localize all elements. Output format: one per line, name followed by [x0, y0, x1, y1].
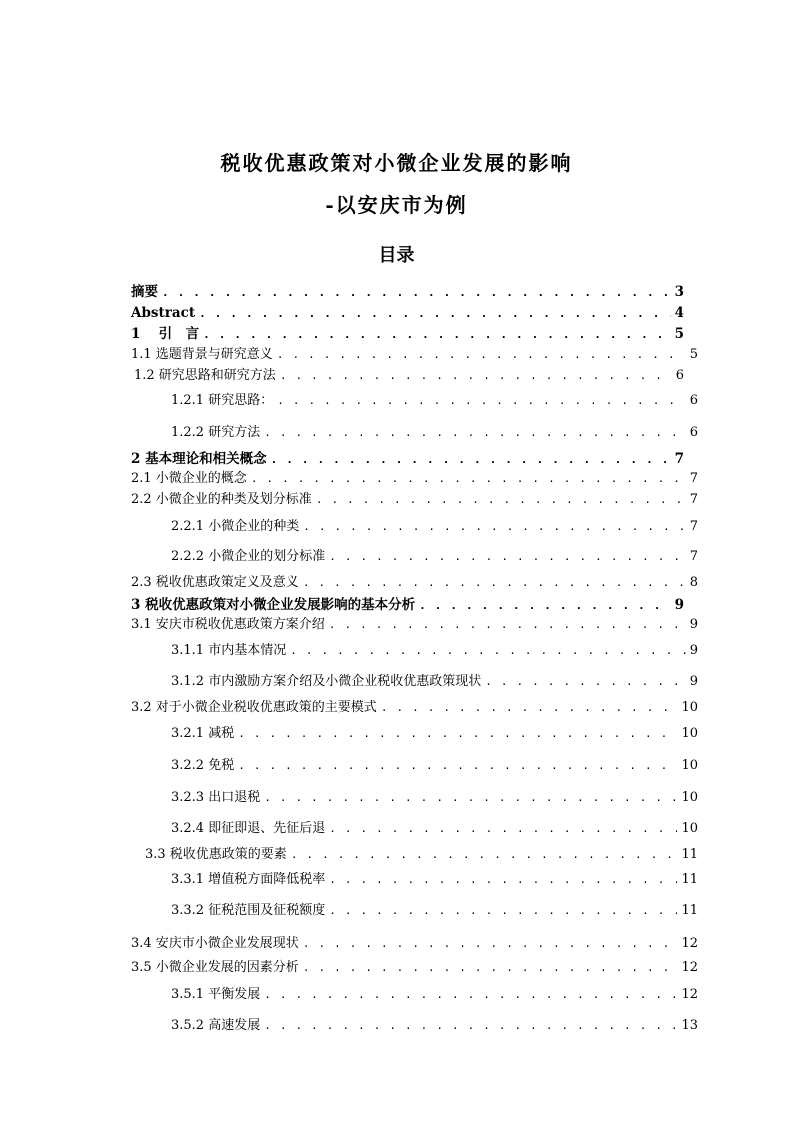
toc-entry[interactable] — [131, 451, 684, 468]
toc-heading: 目录 — [378, 245, 415, 266]
toc-entry-label: 3.1 安庆市税收优惠政策方案介绍 — [131, 617, 325, 632]
toc-entry-page: 8 — [689, 575, 698, 590]
toc-entry-label: 2.2.2 小微企业的划分标准 — [171, 549, 326, 564]
toc-entry-label: 1.2.1 研究思路： — [171, 393, 274, 408]
toc-entry[interactable] — [131, 284, 684, 301]
toc-entry[interactable] — [171, 674, 698, 690]
toc-entry-label: 3.2.3 出口退税 — [171, 790, 261, 805]
toc-entry[interactable] — [131, 936, 698, 952]
toc-entry-page: 6 — [689, 393, 698, 408]
toc-entry-label: Abstract — [131, 305, 196, 321]
toc-entry[interactable] — [131, 471, 698, 487]
dot-leader — [381, 700, 678, 716]
toc-entry-label: 3.5 小微企业发展的因素分析 — [131, 960, 299, 975]
toc-entry-label: 2.1 小微企业的概念 — [131, 471, 247, 486]
toc-entry-page: 10 — [681, 700, 698, 715]
dot-leader — [203, 327, 671, 343]
toc-entry-label: 3.2.4 即征即退、先征后退 — [171, 821, 326, 836]
toc-entry-label: 2 基本理论和相关概念 — [131, 451, 267, 467]
dot-leader — [485, 674, 686, 690]
toc-entry[interactable] — [131, 960, 698, 976]
dot-leader — [238, 726, 677, 742]
dot-leader — [162, 285, 671, 301]
toc-entry-page: 12 — [681, 960, 698, 975]
toc-entry-page: 7 — [689, 471, 698, 486]
toc-entry[interactable] — [131, 597, 684, 614]
dot-leader — [271, 452, 671, 468]
toc-entry-label: 3.1.1 市内基本情况 — [171, 643, 287, 658]
dot-leader — [419, 598, 671, 614]
dot-leader — [329, 821, 677, 837]
toc-entry-label: 2.2.1 小微企业的种类 — [171, 519, 300, 534]
dot-leader — [290, 643, 686, 659]
dot-leader — [291, 847, 678, 863]
toc-entry-label: 1.2 研究思路和研究方法 — [134, 368, 276, 383]
toc-entry-label: 3.2.1 减税 — [171, 726, 235, 741]
document-title: 税收优惠政策对小微企业发展的影响 — [220, 151, 573, 175]
toc-entry[interactable] — [145, 847, 698, 863]
toc-entry-page: 10 — [681, 790, 698, 805]
toc-entry[interactable] — [131, 492, 698, 508]
toc-entry[interactable] — [171, 549, 698, 565]
toc-entry-page: 4 — [674, 305, 684, 321]
toc-entry-page: 9 — [674, 597, 684, 613]
toc-entry-page: 7 — [689, 519, 698, 534]
dot-leader — [280, 368, 672, 384]
dot-leader — [329, 549, 686, 565]
toc-entry-label: 3.3 税收优惠政策的要素 — [145, 847, 287, 862]
dot-leader — [264, 790, 677, 806]
toc-entry-label: 3.2 对于小微企业税收优惠政策的主要模式 — [131, 700, 377, 715]
toc-entry-label: 3.5.1 平衡发展 — [171, 987, 261, 1002]
toc-entry-label: 3.3.2 征税范围及征税额度 — [171, 903, 326, 918]
dot-leader — [329, 872, 677, 888]
toc-entry[interactable] — [131, 617, 698, 633]
toc-entry-page: 6 — [689, 425, 698, 440]
toc-entry-label: 1.2.2 研究方法 — [171, 425, 261, 440]
toc-entry[interactable] — [171, 903, 698, 919]
toc-entry[interactable] — [171, 872, 698, 888]
toc-entry-label: 2.2 小微企业的种类及划分标准 — [131, 492, 312, 507]
toc-entry-page: 7 — [689, 549, 698, 564]
toc-entry-page: 10 — [681, 726, 698, 741]
dot-leader — [264, 425, 686, 441]
toc-entry[interactable] — [134, 368, 684, 384]
toc-entry[interactable] — [131, 347, 698, 363]
toc-entry-label: 1 引 言 — [131, 326, 200, 342]
dot-leader — [316, 492, 686, 508]
toc-entry-page: 11 — [681, 872, 698, 887]
toc-entry-page: 7 — [674, 451, 684, 467]
toc-entry-label: 1.1 选题背景与研究意义 — [131, 347, 273, 362]
dot-leader — [238, 758, 677, 774]
toc-entry-page: 13 — [681, 1018, 698, 1033]
toc-entry-page: 9 — [689, 674, 698, 689]
toc-entry-label: 3 税收优惠政策对小微企业发展影响的基本分析 — [131, 597, 416, 613]
toc-entry[interactable] — [171, 425, 698, 441]
toc-entry-label: 摘要 — [131, 284, 158, 300]
toc-entry[interactable] — [171, 821, 698, 837]
toc-entry[interactable] — [131, 305, 684, 322]
toc-entry[interactable] — [131, 700, 698, 716]
toc-entry-page: 9 — [689, 617, 698, 632]
toc-entry-label: 3.4 安庆市小微企业发展现状 — [131, 936, 299, 951]
toc-entry[interactable] — [131, 326, 684, 343]
toc-entry-page: 9 — [689, 643, 698, 658]
dot-leader — [264, 987, 677, 1003]
dot-leader — [199, 306, 671, 322]
toc-entry[interactable] — [171, 726, 698, 742]
toc-entry[interactable] — [131, 575, 698, 591]
toc-entry-page: 10 — [681, 758, 698, 773]
dot-leader — [303, 519, 686, 535]
toc-entry-page: 12 — [681, 936, 698, 951]
toc-entry-page: 12 — [681, 987, 698, 1002]
toc-entry[interactable] — [171, 519, 698, 535]
document-subtitle: -以安庆市为例 — [325, 193, 468, 217]
dot-leader — [329, 617, 686, 633]
toc-entry[interactable] — [171, 393, 698, 409]
toc-entry-page: 3 — [674, 284, 684, 300]
dot-leader — [251, 471, 686, 487]
toc-entry[interactable] — [171, 1018, 698, 1034]
toc-entry-page: 10 — [681, 821, 698, 836]
toc-entry[interactable] — [171, 643, 698, 659]
toc-entry-page: 11 — [681, 903, 698, 918]
dot-leader — [303, 960, 678, 976]
toc-entry[interactable] — [171, 758, 698, 774]
toc-entry-label: 3.5.2 高速发展 — [171, 1018, 261, 1033]
toc-entry-label: 3.1.2 市内激励方案介绍及小微企业税收优惠政策现状 — [171, 674, 482, 689]
toc-entry[interactable] — [171, 987, 698, 1003]
toc-entry-page: 5 — [674, 326, 684, 342]
dot-leader — [303, 575, 686, 591]
toc-entry-page: 5 — [689, 347, 698, 362]
dot-leader — [277, 393, 686, 409]
toc-entry-label: 2.3 税收优惠政策定义及意义 — [131, 575, 299, 590]
dot-leader — [264, 1018, 677, 1034]
dot-leader — [303, 936, 678, 952]
toc-entry[interactable] — [171, 790, 698, 806]
toc-entry-page: 11 — [681, 847, 698, 862]
toc-entry-page: 6 — [675, 368, 684, 383]
toc-entry-label: 3.2.2 免税 — [171, 758, 235, 773]
toc-entry-page: 7 — [689, 492, 698, 507]
dot-leader — [329, 903, 677, 919]
dot-leader — [277, 347, 686, 363]
toc-entry-label: 3.3.1 增值税方面降低税率 — [171, 872, 326, 887]
